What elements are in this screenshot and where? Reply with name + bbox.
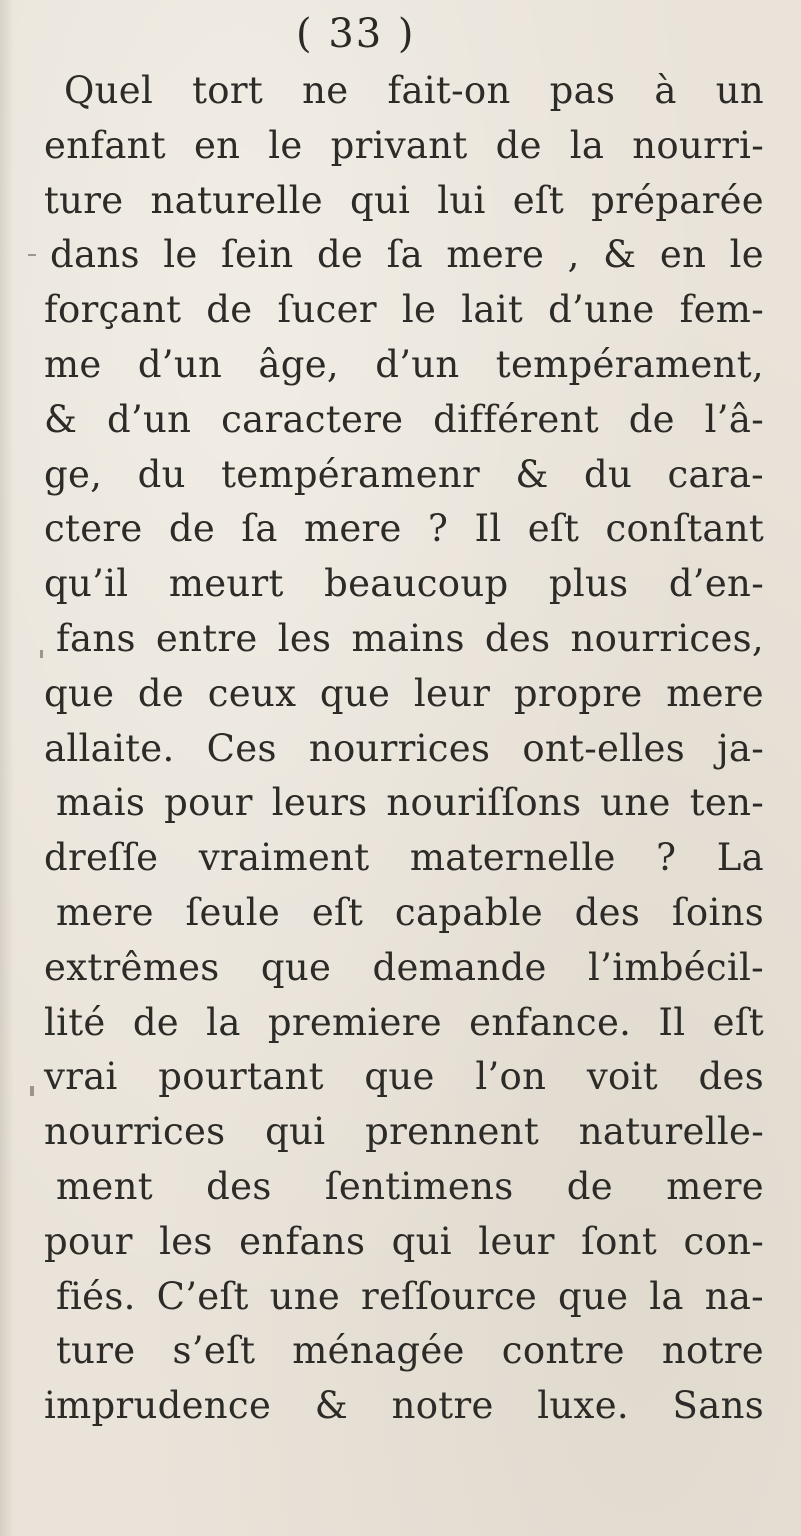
text-line: enfant en le privant de la nourri-: [44, 123, 764, 167]
text-line: que de ceux que leur propre mere: [44, 671, 764, 715]
text-line: lité de la premiere enfance. Il eſt: [44, 1000, 764, 1044]
text-line: imprudence & notre luxe. Sans: [44, 1384, 764, 1428]
text-line: allaite. Ces nourrices ont-elles ja-: [44, 726, 764, 770]
text-line: ge, du tempéramenr & du cara-: [44, 452, 764, 496]
text-line: me d’un âge, d’un tempérament,: [44, 342, 764, 386]
text-line: & d’un caractere différent de l’â-: [44, 397, 764, 441]
text-line: ture s’eſt ménagée contre notre: [56, 1329, 764, 1373]
text-line: nourrices qui prennent naturelle-: [44, 1110, 764, 1154]
page-number: ( 33 ): [296, 11, 416, 57]
text-line: extrêmes que demande l’imbécil-: [44, 945, 764, 989]
ink-speck: [30, 1086, 34, 1096]
page-fold-shadow: [0, 0, 14, 1536]
text-line: qu’il meurt beaucoup plus d’en-: [44, 562, 764, 606]
text-line: ment des ſentimens de mere: [56, 1164, 764, 1208]
text-line: ctere de ſa mere ? Il eſt conſtant: [44, 507, 764, 551]
text-line: vrai pourtant que l’on voit des: [44, 1055, 764, 1099]
text-line: fans entre les mains des nourrices,: [56, 616, 764, 660]
text-line: forçant de ſucer le lait d’une fem-: [44, 288, 764, 332]
text-line: pour les enfans qui leur ſont con-: [44, 1219, 764, 1263]
text-line: fiés. C’eſt une reſſource que la na-: [56, 1274, 764, 1318]
text-line: ture naturelle qui lui eſt préparée: [44, 178, 764, 222]
ink-speck: [28, 254, 36, 256]
text-line: mere ſeule eſt capable des ſoins: [56, 890, 764, 934]
text-line: dreſſe vraiment maternelle ? La: [44, 836, 764, 880]
text-line: Quel tort ne fait-on pas à un: [64, 69, 764, 112]
page-body-text: [44, 64, 764, 1434]
text-line: dans le ſein de ſa mere , & en le: [50, 233, 764, 277]
text-line: mais pour leurs nouriſſons une ten-: [56, 781, 764, 825]
ink-speck: [40, 650, 43, 658]
